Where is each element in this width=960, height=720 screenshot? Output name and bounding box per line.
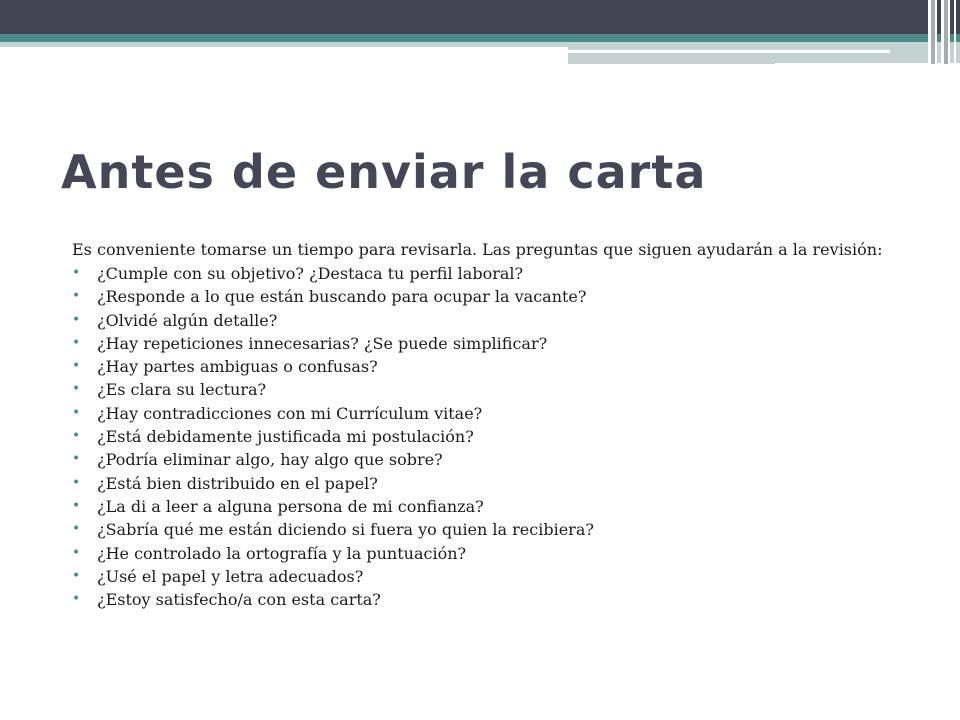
header-band-dark <box>0 0 960 34</box>
list-item <box>72 588 892 611</box>
list-item <box>72 332 892 355</box>
bullet-icon: • <box>72 591 81 608</box>
list-item-text: ¿La di a leer a alguna persona de mi confianza? <box>97 496 484 516</box>
list-item <box>72 355 892 378</box>
list-item-text: ¿Está debidamente justificada mi postulación? <box>97 427 474 447</box>
bullet-icon: • <box>72 381 81 398</box>
list-item <box>72 425 892 448</box>
bullet-icon: • <box>72 334 81 351</box>
list-item <box>72 285 892 308</box>
header-divider-line <box>568 50 890 53</box>
header-vertical-stripe <box>928 0 931 64</box>
list-item-text: ¿Es clara su lectura? <box>97 380 267 400</box>
list-item-text: ¿Está bien distribuido en el papel? <box>97 473 378 493</box>
header-vertical-stripe <box>948 0 950 64</box>
slide-body <box>72 241 892 611</box>
list-item-text: ¿Usé el papel y letra adecuados? <box>97 566 364 586</box>
list-item <box>72 309 892 332</box>
list-item-text: ¿Podría eliminar algo, hay algo que sobre? <box>97 450 443 470</box>
list-item <box>72 495 892 518</box>
bullet-icon: • <box>72 358 81 375</box>
header-vertical-stripe <box>935 0 937 64</box>
list-item-text: ¿Cumple con su objetivo? ¿Destaca tu perfil laboral? <box>97 264 524 283</box>
header-vertical-stripe <box>941 0 944 64</box>
bullet-icon: • <box>72 428 81 445</box>
list-item-text: ¿Estoy satisfecho/a con esta carta? <box>97 590 381 610</box>
bullet-icon: • <box>72 451 81 468</box>
bullet-icon: • <box>72 311 81 328</box>
bullet-icon: • <box>72 288 81 305</box>
list-item-text: ¿He controlado la ortografía y la puntuación? <box>97 543 467 563</box>
intro-paragraph: Es conveniente tomarse un tiempo para revisarla. Las preguntas que siguen ayudarán a la revisión: <box>72 240 883 259</box>
bullet-icon: • <box>72 474 81 491</box>
list-item <box>72 472 892 495</box>
list-item <box>72 565 892 588</box>
list-item <box>72 378 892 401</box>
checklist <box>72 262 892 611</box>
list-item <box>72 518 892 541</box>
list-item <box>72 448 892 471</box>
list-item-text: ¿Hay repeticiones innecesarias? ¿Se puede simplificar? <box>97 333 548 353</box>
list-item <box>72 262 892 285</box>
bullet-icon: • <box>72 404 81 421</box>
list-item-text: ¿Hay contradicciones con mi Currículum vitae? <box>97 403 483 423</box>
list-item-text: ¿Sabría qué me están diciendo si fuera yo quien la recibiera? <box>97 520 594 540</box>
bullet-icon: • <box>72 265 81 281</box>
list-item-text: ¿Hay partes ambiguas o confusas? <box>97 357 378 377</box>
bullet-icon: • <box>72 544 81 561</box>
header-vertical-stripe <box>954 0 956 64</box>
list-item-text: ¿Olvidé algún detalle? <box>97 310 278 330</box>
list-item-text: ¿Responde a lo que están buscando para ocupar la vacante? <box>97 287 587 307</box>
list-item <box>72 402 892 425</box>
bullet-icon: • <box>72 521 81 538</box>
slide-title: Antes de enviar la carta <box>61 145 707 199</box>
list-item <box>72 542 892 565</box>
bullet-icon: • <box>72 567 81 584</box>
bullet-icon: • <box>72 497 81 514</box>
header-band-teal <box>0 34 960 42</box>
